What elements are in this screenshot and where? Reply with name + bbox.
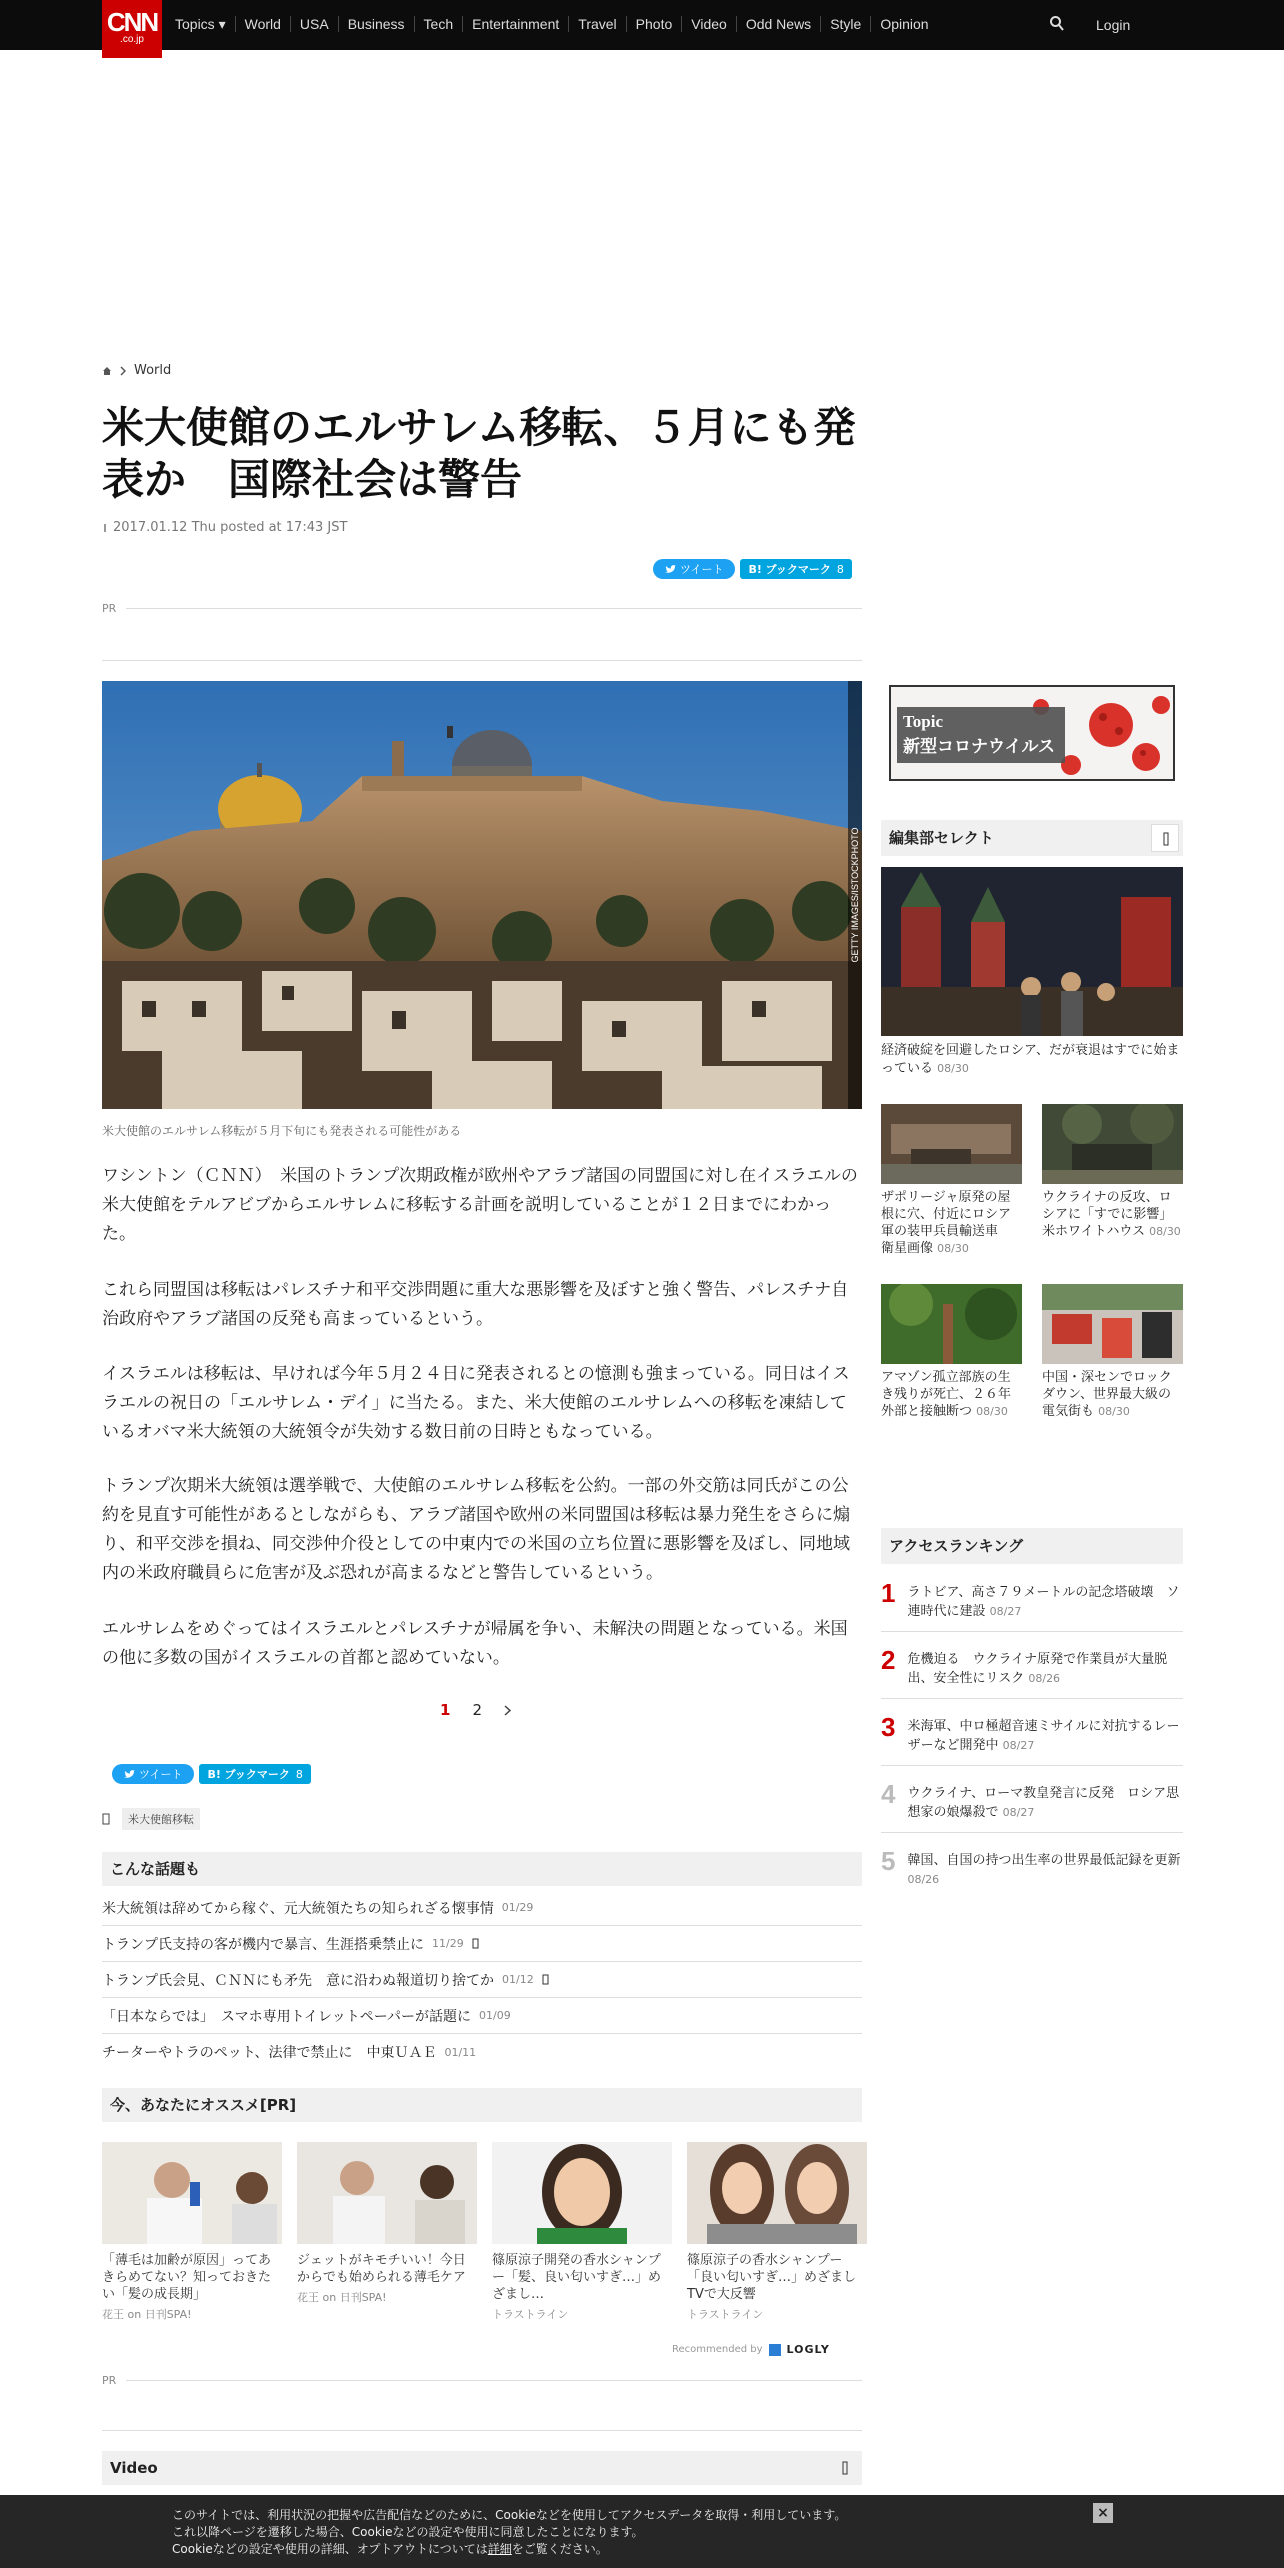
next-page-icon[interactable] bbox=[504, 1705, 511, 1716]
recommend-image bbox=[687, 2142, 867, 2244]
nav-link-style[interactable]: Style bbox=[820, 16, 870, 32]
article-title: 米大使館のエルサレム移転、５月にも発表か 国際社会は警告 bbox=[102, 403, 856, 504]
recommend-card[interactable]: 「薄毛は加齢が原因」ってあきらめてない？知っておきたい「髪の成長期」 花王 on 日刊SPA! bbox=[102, 2142, 282, 2322]
search-icon[interactable] bbox=[1049, 15, 1065, 33]
clock-icon bbox=[102, 523, 108, 533]
image-caption: 米大使館のエルサレム移転が５月下旬にも発表される可能性がある bbox=[102, 1124, 462, 1138]
twitter-bird-icon bbox=[124, 1770, 135, 1779]
editors-pick-card[interactable]: アマゾン孤立部族の生き残りが死亡、２６年外部と接触断つ 08/30 bbox=[881, 1284, 1022, 1420]
list-item[interactable]: 「日本ならでは」 スマホ専用トイレットペーパーが話題に 01/09 bbox=[102, 1998, 862, 2034]
recommend-card[interactable]: 篠原涼子開発の香水シャンプー「髪、良い匂いすぎ…」めざまし… トラストライン bbox=[492, 2142, 672, 2322]
logly-logo-icon bbox=[769, 2344, 781, 2356]
editors-pick-image bbox=[1042, 1104, 1183, 1184]
recommend-card[interactable]: ジェットがキモチいい！今日からでも始められる薄毛ケア 花王 on 日刊SPA! bbox=[297, 2142, 477, 2322]
recommend-card[interactable]: 篠原涼子の香水シャンプー「良い匂いすぎ…」めざましTVで大反響 トラストライン bbox=[687, 2142, 867, 2322]
cookie-details-link[interactable]: 詳細 bbox=[487, 2542, 512, 2556]
chevron-right-icon bbox=[120, 366, 126, 376]
ranking-item[interactable]: 1 ラトビア、高さ７９メートルの記念塔破壊 ソ連時代に建設 08/27 bbox=[881, 1578, 1183, 1632]
nav-link-odd-news[interactable]: Odd News bbox=[736, 16, 820, 32]
list-item[interactable]: トランプ氏会見、ＣＮＮにも矛先 意に沿わぬ報道切り捨てか 01/12 bbox=[102, 1962, 862, 1998]
image-credit: GETTY IMAGES/ISTOCKPHOTO bbox=[850, 827, 860, 963]
divider bbox=[102, 2430, 862, 2431]
twitter-bird-icon bbox=[665, 565, 676, 574]
cnn-logo[interactable] bbox=[102, 0, 162, 58]
hatena-count: 8 bbox=[295, 1767, 303, 1781]
nav-link-opinion[interactable]: Opinion bbox=[870, 16, 937, 32]
breadcrumb-section[interactable]: World bbox=[134, 363, 172, 378]
menu-toggle-icon[interactable] bbox=[842, 2461, 848, 2475]
article-paragraph: これら同盟国は移転はパレスチナ和平交渉問題に重大な悪影響を及ぼすと強く警告、パレスチナ自治政府やアラブ諸国の反発も高まっているという。 bbox=[102, 1280, 849, 1329]
nav-links bbox=[175, 16, 938, 32]
top-navigation-bar bbox=[0, 0, 1284, 50]
editors-pick-image bbox=[881, 1104, 1022, 1184]
recommended-by[interactable]: Recommended by LOGLY bbox=[672, 2343, 830, 2356]
nav-link-video[interactable]: Video bbox=[681, 16, 736, 32]
recommend-image bbox=[102, 2142, 282, 2244]
editors-pick-card[interactable]: 中国・深センでロックダウン、世界最大級の電気街も 08/30 bbox=[1042, 1284, 1183, 1420]
article-hero-image bbox=[102, 681, 862, 1109]
video-icon bbox=[472, 1938, 479, 1949]
menu-toggle-icon bbox=[1163, 832, 1169, 846]
editors-select-heading: 編集部セレクト bbox=[881, 820, 1183, 856]
related-heading: こんな話題も bbox=[102, 1852, 862, 1886]
editors-pick-card[interactable]: ザポリージャ原発の屋根に穴、付近にロシア軍の装甲兵員輸送車 衛星画像 08/30 bbox=[881, 1104, 1022, 1257]
list-item[interactable]: トランプ氏支持の客が機内で暴言、生涯搭乗禁止に 11/29 bbox=[102, 1926, 862, 1962]
nav-link-world[interactable]: World bbox=[235, 16, 290, 32]
ranking-item[interactable]: 2 危機迫る ウクライナ原発で作業員が大量脱出、安全性にリスク 08/26 bbox=[881, 1645, 1183, 1699]
recommend-heading: 今、あなたにオススメ[PR] bbox=[102, 2088, 862, 2122]
article-tag[interactable]: 米大使館移転 bbox=[122, 1808, 200, 1830]
nav-link-tech[interactable]: Tech bbox=[414, 16, 463, 32]
nav-link-entertainment[interactable]: Entertainment bbox=[462, 16, 568, 32]
share-buttons-bottom bbox=[112, 1764, 311, 1784]
ranking-heading: アクセスランキング bbox=[881, 1528, 1183, 1564]
recommend-image bbox=[297, 2142, 477, 2244]
article-paragraph: トランプ次期米大統領は選挙戦で、大使館のエルサレム移転を公約。一部の外交筋は同氏がこの公約を見直す可能性があるとしながらも、アラブ諸国や欧州の米同盟国は移転は暴力発生をさらに煽り、和平交渉を損ね、同交渉仲介役としての中東内での米国の立ち位置に悪影響を及ぼし、同地域内の米政府職員らに危害が及ぶ恐れが高まるなどと警告しているという。 bbox=[102, 1476, 850, 1583]
editors-main-image[interactable] bbox=[881, 867, 1183, 1036]
video-icon bbox=[542, 1974, 549, 1985]
logo-text: CNN bbox=[106, 7, 158, 37]
ranking-item[interactable]: 4 ウクライナ、ローマ教皇発言に反発 ロシア思想家の娘爆殺で 08/27 bbox=[881, 1779, 1183, 1833]
nav-link-usa[interactable]: USA bbox=[290, 16, 338, 32]
topic-banner[interactable] bbox=[889, 685, 1175, 781]
nav-link-photo[interactable]: Photo bbox=[626, 16, 682, 32]
expand-button[interactable] bbox=[1151, 824, 1179, 852]
tweet-button[interactable]: ツイート bbox=[653, 559, 735, 579]
list-item[interactable]: 米大統領は辞めてから稼ぐ、元大統領たちの知られざる懐事情 01/29 bbox=[102, 1890, 862, 1926]
editors-main-title[interactable]: 経済破綻を回避したロシア、だが衰退はすでに始まっている 08/30 bbox=[881, 1043, 1180, 1076]
pr-divider: PR bbox=[102, 2374, 862, 2387]
nav-link-business[interactable]: Business bbox=[338, 16, 414, 32]
divider bbox=[102, 660, 862, 661]
page-1[interactable]: 1 bbox=[440, 1701, 451, 1719]
article-date: 2017.01.12 Thu posted at 17:43 JST bbox=[102, 520, 347, 535]
login-link[interactable]: Login bbox=[1096, 17, 1131, 33]
recommend-image bbox=[492, 2142, 672, 2244]
home-icon[interactable] bbox=[102, 366, 112, 376]
editors-pick-image bbox=[881, 1284, 1022, 1364]
related-list bbox=[102, 1890, 862, 2070]
nav-link-topics[interactable]: Topics ▾ bbox=[175, 16, 226, 32]
article-paragraph: イスラエルは移転は、早ければ今年５月２４日に発表されるとの憶測も強まっている。同日はイスラエルの祝日の「エルサレム・デイ」に当たる。また、米大使館のエルサレムへの移転を凍結しているオバマ米大統領の大統領令が失効する数日前の日時ともなっている。 bbox=[102, 1364, 850, 1442]
article-paragraph: エルサレムをめぐってはイスラエルとパレスチナが帰属を争い、未解決の問題となっている。米国の他に多数の国がイスラエルの首都と認めていない。 bbox=[102, 1619, 848, 1668]
editors-pick-card[interactable]: ウクライナの反攻、ロシアに「すでに影響」米ホワイトハウス 08/30 bbox=[1042, 1104, 1183, 1240]
cookie-text: このサイトでは、利用状況の把握や広告配信などのために、Cookieなどを使用してアクセスデータを取得・利用しています。 これ以降ページを遷移した場合、Cookieなどの設定や使用に同意したことになります。 Cookieなどの設定や使用の詳細、オプトアウトについては詳細をご覧ください。 bbox=[172, 2508, 847, 2556]
cookie-consent-bar bbox=[0, 2495, 1284, 2568]
share-buttons-top bbox=[653, 559, 852, 579]
page-2[interactable]: 2 bbox=[472, 1701, 482, 1719]
hatena-bookmark-button[interactable]: B! ブックマーク 8 bbox=[740, 559, 851, 579]
hatena-bookmark-button[interactable]: B! ブックマーク 8 bbox=[199, 1764, 310, 1784]
video-heading: Video bbox=[102, 2451, 862, 2485]
list-item[interactable]: チーターやトラのペット、法律で禁止に 中東ＵＡＥ 01/11 bbox=[102, 2045, 477, 2061]
tag-row bbox=[102, 1808, 200, 1830]
article-paragraph: ワシントン（ＣＮＮ） 米国のトランプ次期政権が欧州やアラブ諸国の同盟国に対し在イスラエルの米大使館をテルアビブからエルサレムに移転する計画を説明していることが１２日までにわかった。 bbox=[102, 1166, 858, 1244]
tag-icon bbox=[102, 1813, 110, 1825]
ranking-item[interactable]: 3 米海軍、中ロ極超音速ミサイルに対抗するレーザーなど開発中 08/27 bbox=[881, 1712, 1183, 1766]
editors-pick-image bbox=[1042, 1284, 1183, 1364]
topic-label: Topic 新型コロナウイルス bbox=[897, 707, 1065, 763]
logo-subtext: .co.jp bbox=[120, 34, 144, 45]
recommend-grid bbox=[102, 2142, 862, 2322]
nav-link-travel[interactable]: Travel bbox=[568, 16, 625, 32]
close-icon[interactable]: × bbox=[1093, 2503, 1113, 2523]
hatena-count: 8 bbox=[836, 562, 844, 576]
pr-divider: PR bbox=[102, 602, 862, 615]
tweet-button[interactable]: ツイート bbox=[112, 1764, 194, 1784]
pagination bbox=[440, 1701, 511, 1719]
breadcrumb bbox=[102, 363, 171, 378]
ranking-item[interactable]: 5 韓国、自国の持つ出生率の世界最低記録を更新 08/26 bbox=[881, 1846, 1181, 1886]
